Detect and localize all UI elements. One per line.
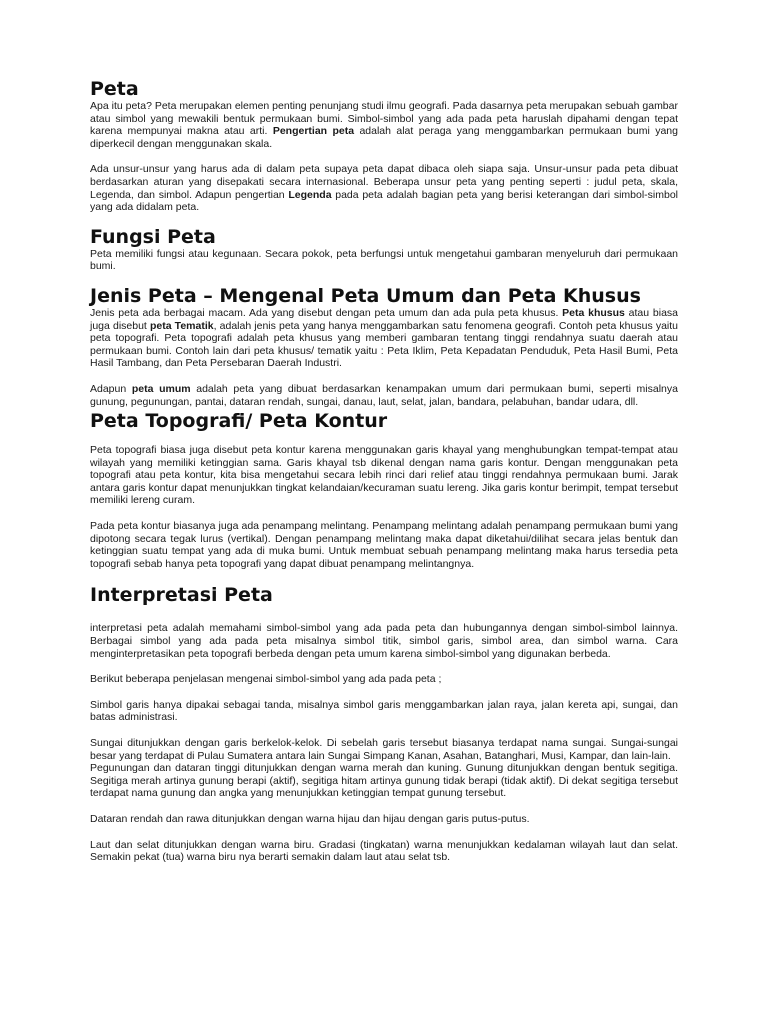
paragraph — [90, 699, 678, 724]
bold-term: peta umum — [131, 382, 191, 395]
heading-fungsi-peta: Fungsi Peta — [90, 225, 216, 248]
text-run: Pegunungan dan dataran tinggi ditunjukkan dengan warna merah dan kuning. Gunung ditunjukkan dengan bentuk segitiga. Segitiga merah artinya gunung berapi (aktif), segitiga hitam artinya gunung tidak berapi (tidak aktif). Di dekat segitiga tersebut terdapat nama gunung dan angka yang menunjukkan ketinggian tempat gunung tersebut. — [90, 762, 678, 800]
bold-term: Peta khusus — [562, 306, 625, 319]
text-run: Apa itu peta? Peta merupakan elemen penting penunjang studi ilmu geografi. Pada dasarnya peta merupakan sebuah gambar atau simbol yang mewakili bentuk permukaan bumi. Simbol-simbol yang ada pada peta haruslah dipahami dengan tepat karena mempunyai makna atau arti. — [90, 100, 678, 138]
paragraph — [90, 737, 678, 762]
paragraph — [90, 673, 678, 686]
section-interpretasi-peta — [90, 584, 678, 863]
text-run: Dataran rendah dan rawa ditunjukkan dengan warna hijau dan hijau dengan garis putus-putus. — [90, 812, 530, 825]
heading-interpretasi-peta: Interpretasi Peta — [90, 584, 273, 607]
text-run: Sungai ditunjukkan dengan garis berkelok-kelok. Di sebelah garis tersebut biasanya terdapat nama sungai. Sungai-sungai besar yang terdapat di Pulau Sumatera antara lain Sungai Simpang Kanan, Asahan, Batanghari, Musi, Kampar, dan lain-lain. — [90, 737, 678, 762]
paragraph — [90, 100, 678, 150]
paragraph — [90, 444, 678, 507]
text-run: Pada peta kontur biasanya juga ada penampang melintang. Penampang melintang adalah penampang permukaan bumi yang dipotong secara tegak lurus (vertikal). Dengan penampang melintang maka dapat diketahui/dilihat secara jelas bentuk dan ketinggian suatu tempat yang ada di muka bumi. Untuk membuat sebuah penampang melintang maka harus tersedia peta topografi sebab hanya peta topografi yang dapat dibuat penampang melintangnya. — [90, 520, 678, 570]
text-run: Simbol garis hanya dipakai sebagai tanda, misalnya simbol garis menggambarkan jalan raya, jalan kereta api, sungai, dan batas administrasi. — [90, 698, 678, 724]
section-peta-topografi — [90, 410, 678, 570]
text-run: Peta memiliki fungsi atau kegunaan. Secara pokok, peta berfungsi untuk mengetahui gambaran menyeluruh dari permukaan bumi. — [90, 247, 678, 273]
text-run: Ada unsur-unsur yang harus ada di dalam peta supaya peta dapat dibaca oleh siapa saja. Unsur-unsur pada peta dibuat berdasarkan aturan yang disepakati secara internasional. Beberapa unsur peta yang penting seperti : judul peta, skala, Legenda, dan simbol. Adapun pengertian — [90, 163, 678, 201]
paragraph — [90, 307, 678, 370]
heading-peta-topografi: Peta Topografi/ Peta Kontur — [90, 410, 388, 433]
paragraph — [90, 163, 678, 213]
text-run: Peta topografi biasa juga disebut peta kontur karena menggunakan garis khayal yang menghubungkan tempat-tempat atau wilayah yang memiliki ketinggian sama. Garis khayal tsb dikenal dengan nama garis kontur. Dengan menggunakan peta topografi atau peta kontur, kita bisa mengetahui secara lebih rinci dari relief atau tinggi rendahnya permukaan bumi. Jarak antara garis kontur dapat menunjukkan tingkat kelandaian/kecuraman suatu lereng. Jika garis kontur berimpit, tempat tersebut memiliki lereng curam. — [90, 444, 678, 507]
text-run: Berikut beberapa penjelasan mengenai simbol-simbol yang ada pada peta ; — [90, 673, 442, 686]
heading-peta: Peta — [90, 78, 139, 100]
section-peta — [90, 78, 678, 214]
section-jenis-peta — [90, 285, 678, 408]
text-run: Laut dan selat ditunjukkan dengan warna biru. Gradasi (tingkatan) warna menunjukkan kedalaman wilayah laut dan selat. Semakin pekat (tua) warna biru nya berarti semakin dalam laut atau selat tsb. — [90, 838, 678, 864]
text-run: pada peta adalah bagian peta yang berisi keterangan dari simbol-simbol yang ada didalam peta. — [90, 188, 678, 214]
text-run: Jenis peta ada berbagai macam. Ada yang disebut dengan peta umum dan ada pula peta khusus. — [90, 306, 563, 319]
text-run: , adalah jenis peta yang hanya menggambarkan satu fenomena geografi. Contoh peta khusus yaitu peta topografi. Peta topografi adalah peta khusus yang memberi gambaran tentang tinggi rendahnya suatu daerah atau permukaan bumi. Contoh lain dari peta khusus/ tematik yaitu : Peta Iklim, Peta Kepadatan Penduduk, Peta Hasil Bumi, Peta Hasil Tambang, dan Peta Persebaran Daerah Industri. — [90, 319, 679, 370]
paragraph — [90, 248, 678, 273]
text-run: Adapun — [90, 382, 132, 395]
paragraph — [90, 839, 678, 864]
text-run: adalah alat peraga yang menggambarkan permukaan bumi yang diperkecil dengan menggunakan skala. — [90, 125, 678, 150]
paragraph — [90, 383, 678, 408]
paragraph — [90, 813, 678, 826]
section-fungsi-peta — [90, 226, 678, 273]
paragraph — [90, 520, 678, 570]
document-page — [90, 78, 678, 864]
text-run: atau biasa juga disebut — [90, 306, 679, 332]
text-run: interpretasi peta adalah memahami simbol-simbol yang ada pada peta dan hubungannya dengan simbol-simbol lainnya. Berbagai simbol yang ada pada peta misalnya simbol titik, simbol garis, simbol area, dan simbol warna. Cara menginterpretasikan peta topografi berbeda dengan peta umum karena simbol-simbol yang digunakan berbeda. — [90, 622, 678, 660]
bold-term: Legenda — [288, 188, 332, 201]
paragraph — [90, 622, 678, 660]
heading-jenis-peta: Jenis Peta – Mengenal Peta Umum dan Peta Khusus — [90, 284, 641, 307]
paragraph — [90, 762, 678, 800]
text-run: adalah peta yang dibuat berdasarkan kenampakan umum dari permukaan bumi, seperti misalnya gunung, pegunungan, pantai, dataran rendah, sungai, danau, laut, selat, jalan, bandara, pelabuhan, bandar udara, dll. — [90, 382, 678, 408]
bold-term: Pengertian peta — [272, 125, 355, 138]
bold-term: peta Tematik — [149, 319, 214, 332]
